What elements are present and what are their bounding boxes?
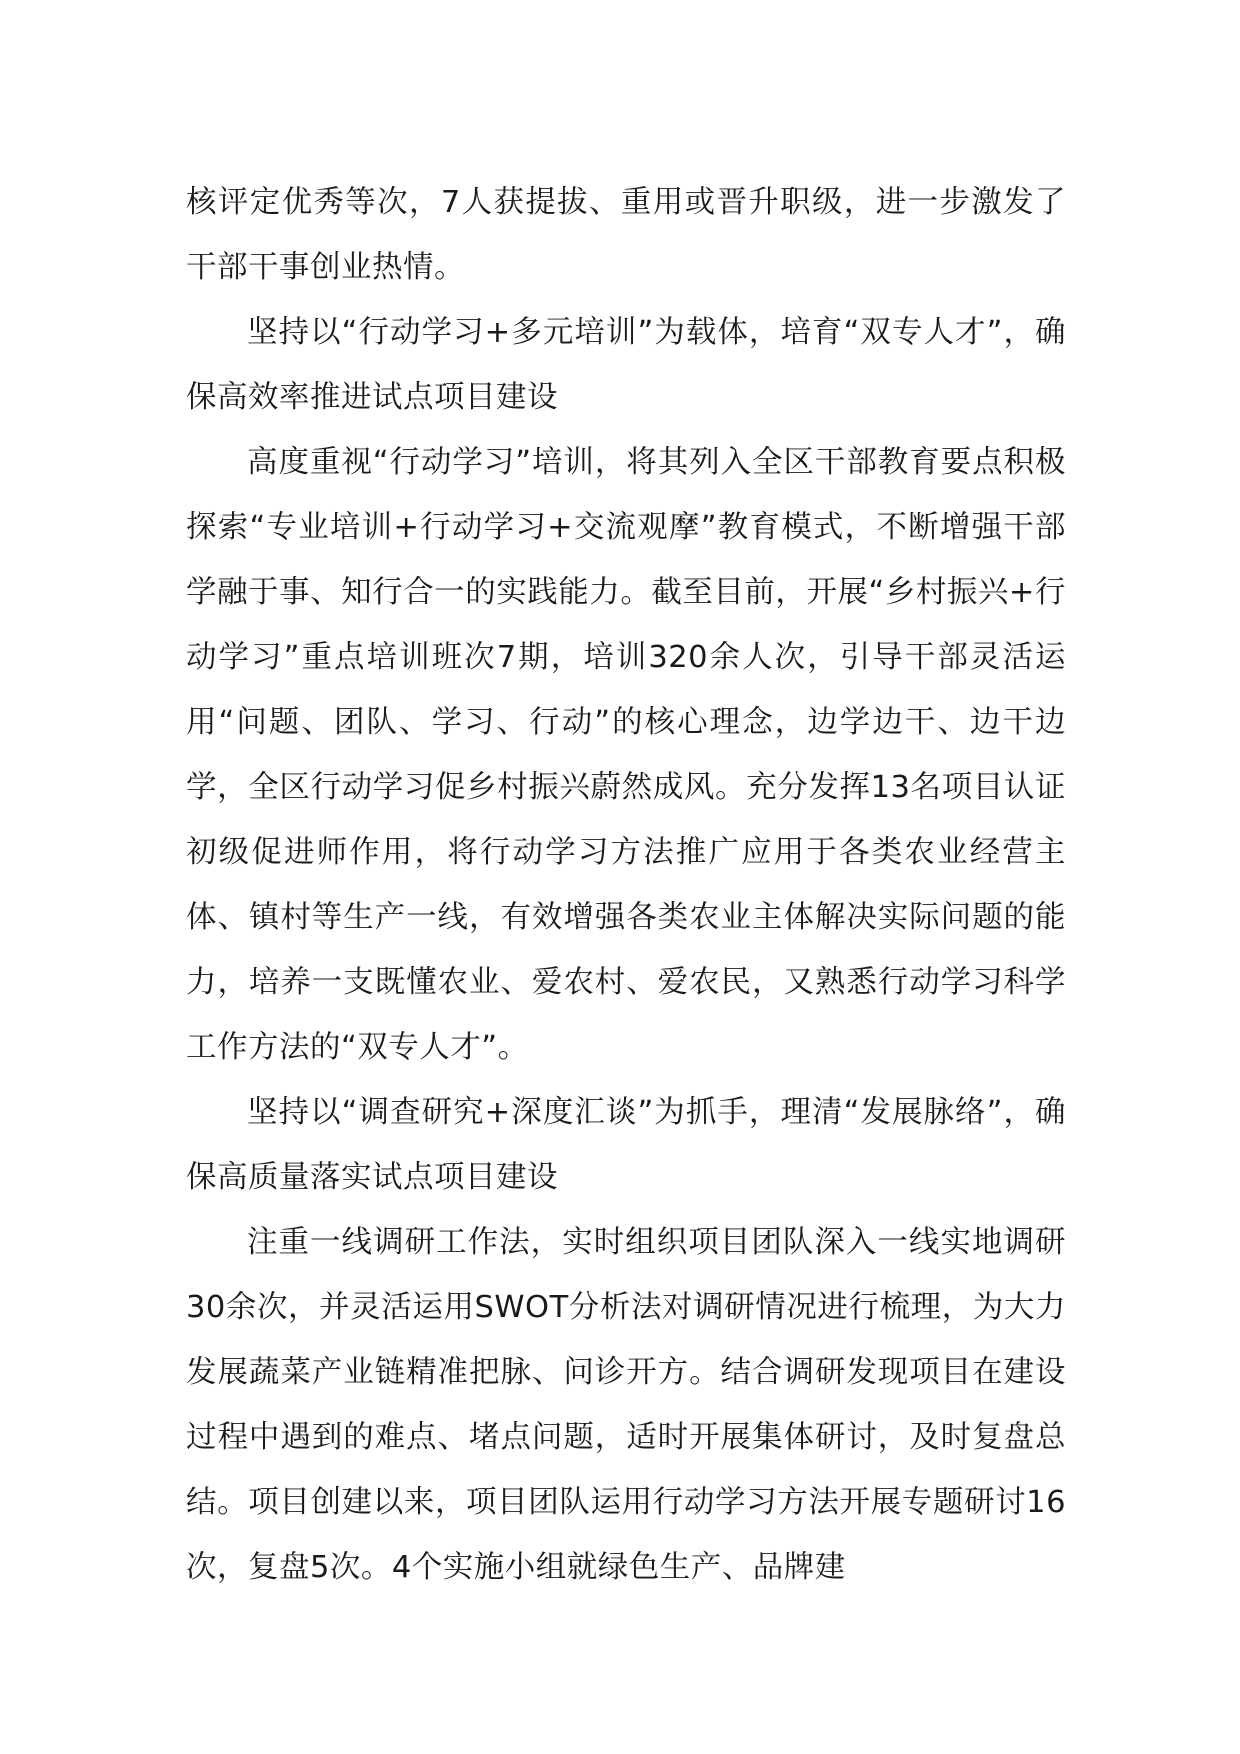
section-heading-research: 坚持以“调查研究+深度汇谈”为抓手，理清“发展脉络”，确保高质量落实试点项目建设 <box>186 1095 1066 1195</box>
document-body <box>186 170 1066 1600</box>
paragraph-training: 高度重视“行动学习”培训，将其列入全区干部教育要点积极探索“专业培训+行动学习+交流观摩”教育模式，不断增强干部学融于事、知行合一的实践能力。截至目前，开展“乡村振兴+行动学习”重点培训班次7期，培训320余人次，引导干部灵活运用“问题、团队、学习、行动”的核心理念，边学边干、边干边学，全区行动学习促乡村振兴蔚然成风。充分发挥13名项目认证初级促进师作用，将行动学习方法推广应用于各类农业经营主体、镇村等生产一线，有效增强各类农业主体解决实际问题的能力，培养一支既懂农业、爱农村、爱农民，又熟悉行动学习科学工作方法的“双专人才”。 <box>186 445 1066 1065</box>
section-heading-training: 坚持以“行动学习+多元培训”为载体，培育“双专人才”，确保高效率推进试点项目建设 <box>186 315 1066 415</box>
paragraph-research: 注重一线调研工作法，实时组织项目团队深入一线实地调研30余次，并灵活运用SWOT分析法对调研情况进行梳理，为大力发展蔬菜产业链精准把脉、问诊开方。结合调研发现项目在建设过程中遇到的难点、堵点问题，适时开展集体研讨，及时复盘总结。项目创建以来，项目团队运用行动学习方法开展专题研讨16次，复盘5次。4个实施小组就绿色生产、品牌建 <box>186 1225 1066 1585</box>
paragraph-continuation: 核评定优秀等次，7人获提拔、重用或晋升职级，进一步激发了干部干事创业热情。 <box>186 185 1066 285</box>
